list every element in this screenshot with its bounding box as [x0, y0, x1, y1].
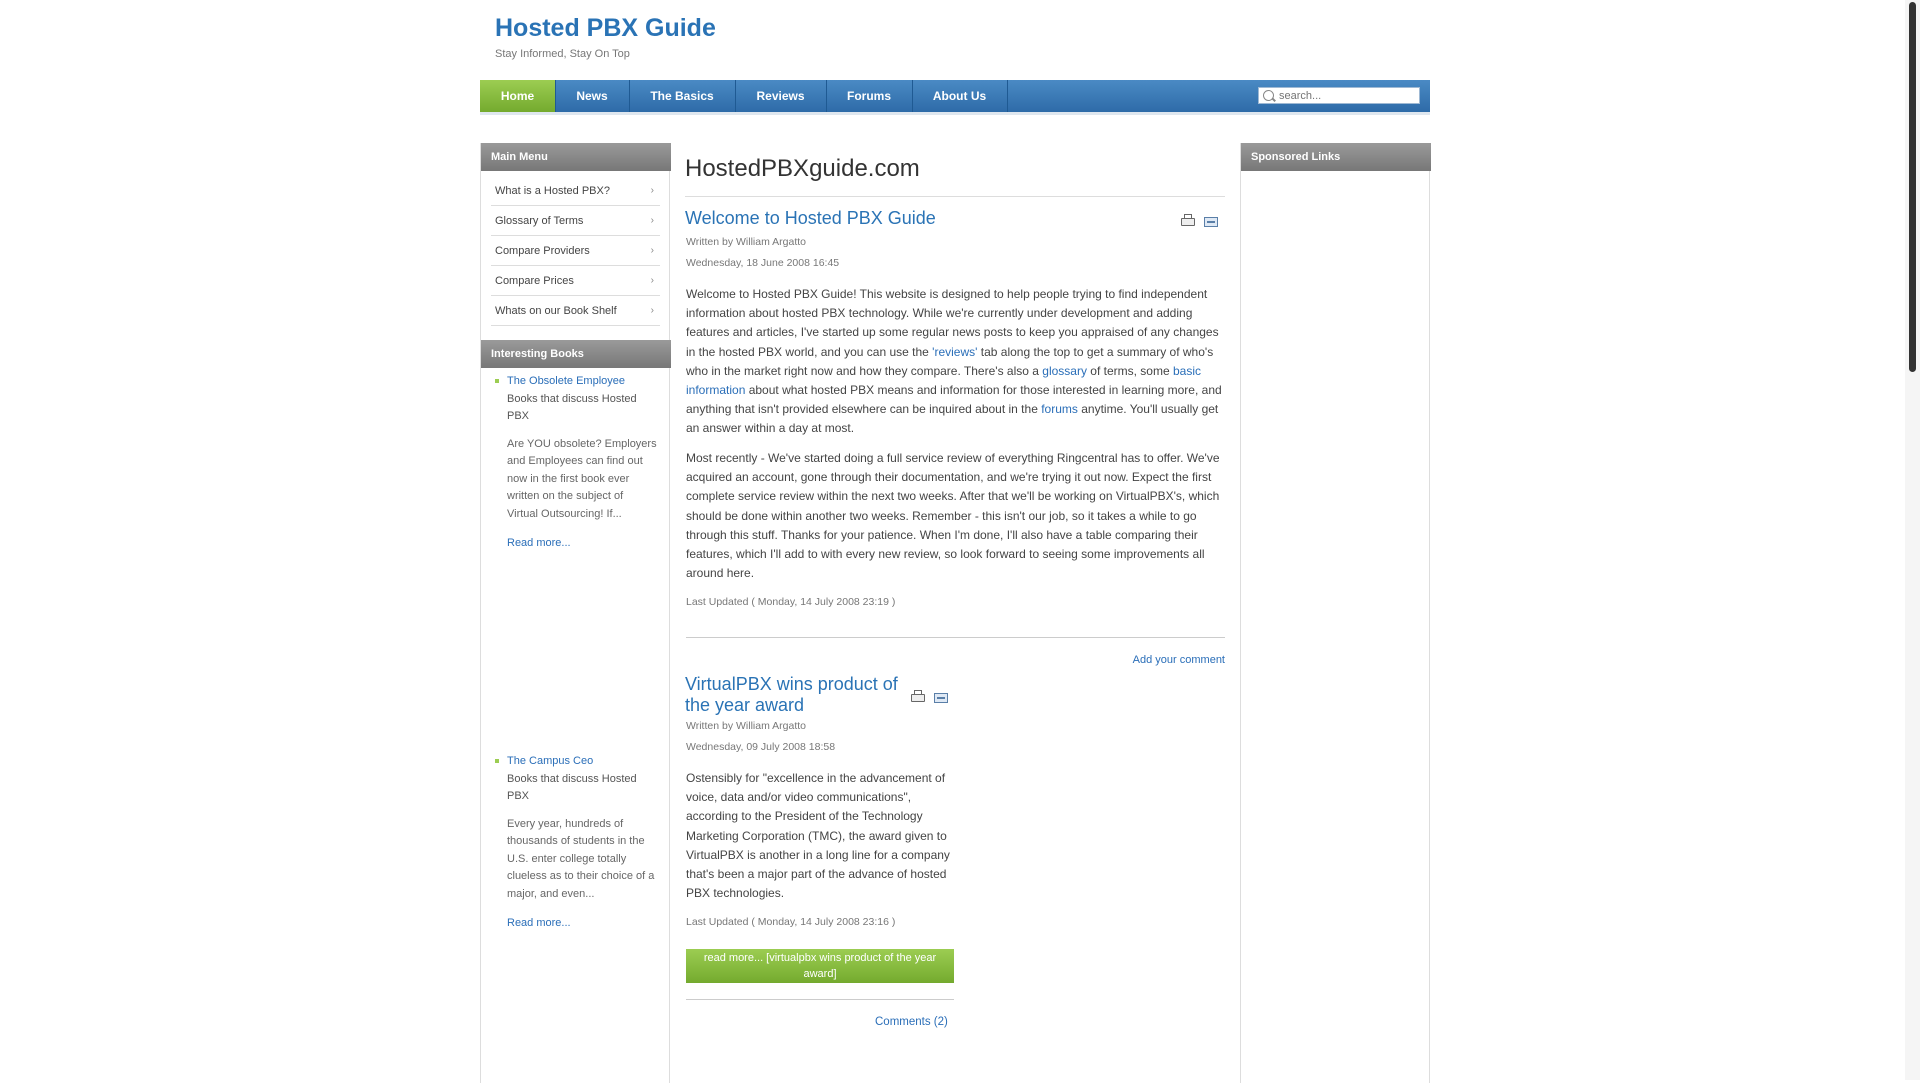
book-subtitle: Books that discuss Hosted PBX	[507, 772, 637, 802]
text-span: about what hosted PBX means and information for those interested in learning more, and anything that isn't provided elsewhere can be inquired about in the	[686, 383, 1222, 417]
basic-information-link[interactable]: basic information	[686, 363, 1201, 398]
menu-item-what-is-hosted-pbx[interactable]	[491, 176, 660, 206]
menu-item-compare-prices[interactable]	[491, 266, 660, 296]
nav-news[interactable]: News	[555, 80, 630, 112]
search-box	[1258, 87, 1420, 104]
article-title-link[interactable]: Welcome to Hosted PBX Guide	[685, 208, 936, 228]
book-read-more-link[interactable]: Read more...	[507, 917, 571, 929]
book-title-link[interactable]: The Campus Ceo	[507, 755, 594, 767]
comments-link[interactable]: Comments (2)	[875, 1016, 948, 1028]
bullet-icon	[495, 759, 499, 763]
divider	[686, 637, 1225, 638]
chevron-right-icon: ›	[650, 245, 654, 256]
forums-link[interactable]: forums	[1041, 402, 1078, 417]
chevron-right-icon: ›	[650, 185, 654, 196]
text-span: anytime. You'll usually get an answer within a day at most.	[686, 402, 1219, 436]
book-item	[507, 373, 657, 553]
sponsored-links-heading: Sponsored Links	[1241, 143, 1431, 171]
book-description: Are YOU obsolete? Employers and Employees can find out now in the first book ever written on the subject of Virtual Outsourcing! If...	[507, 437, 657, 520]
article-date: Wednesday, 18 June 2008 16:45	[686, 257, 840, 269]
text-span: Welcome to Hosted PBX Guide! This website is designed to help people trying to find independent information about hosted PBX technology. While we're currently under development and adding features and articles, I've started up some regular news posts to keep you appraised of any changes in the hosted PBX world, and you can use the	[686, 287, 1219, 359]
email-icon[interactable]	[934, 693, 948, 703]
menu-item-label: What is a Hosted PBX?	[495, 185, 610, 197]
menu-item-label: Glossary of Terms	[495, 215, 584, 227]
nav-reviews[interactable]: Reviews	[735, 80, 827, 112]
article-date: Wednesday, 09 July 2008 18:58	[686, 741, 836, 753]
right-column	[1240, 143, 1430, 1083]
main-navigation	[480, 80, 1430, 115]
email-icon[interactable]	[1204, 217, 1218, 227]
search-icon	[1263, 90, 1274, 101]
site-title[interactable]: Hosted PBX Guide	[495, 14, 716, 42]
menu-item-label: Compare Prices	[495, 275, 574, 287]
book-title-link[interactable]: The Obsolete Employee	[507, 375, 626, 387]
menu-item-label: Whats on our Book Shelf	[495, 305, 617, 317]
main-menu-heading: Main Menu	[481, 143, 671, 171]
book-read-more-link[interactable]: Read more...	[507, 537, 571, 549]
article-paragraph: Ostensibly for "excellence in the advancement of voice, data and/or video communications", according to the President of the Technology Marketing Corporation (TMC), the award given to VirtualPBX is another in a long line for a company that's been a major part of the advance of hosted PBX technologies.	[686, 771, 950, 901]
nav-about-us[interactable]: About Us	[912, 80, 1008, 112]
menu-item-compare-providers[interactable]	[491, 236, 660, 266]
divider	[685, 196, 1225, 197]
chevron-right-icon: ›	[650, 305, 654, 316]
menu-item-label: Compare Providers	[495, 245, 590, 257]
site-slogan: Stay Informed, Stay On Top	[495, 48, 630, 60]
printer-icon[interactable]	[1181, 218, 1195, 226]
interesting-books-heading: Interesting Books	[481, 340, 671, 368]
add-comment-link[interactable]: Add your comment	[1132, 654, 1225, 666]
article-author: Written by William Argatto	[686, 236, 807, 248]
bullet-icon	[495, 379, 499, 383]
reviews-link[interactable]: 'reviews'	[932, 344, 978, 359]
nav-forums[interactable]: Forums	[826, 80, 913, 112]
text-span: of terms, some	[1086, 363, 1173, 378]
menu-item-book-shelf[interactable]	[491, 296, 660, 326]
glossary-link[interactable]: glossary	[1042, 363, 1087, 378]
nav-home[interactable]: Home	[480, 80, 556, 112]
last-updated: Last Updated ( Monday, 14 July 2008 23:16 )	[686, 916, 896, 928]
article-paragraph	[686, 285, 1224, 439]
left-column	[480, 143, 670, 1083]
chevron-right-icon: ›	[650, 275, 654, 286]
article-author: Written by William Argatto	[686, 720, 807, 732]
book-description: Every year, hundreds of thousands of students in the U.S. enter college totally clueless as to their choice of a major, and even...	[507, 817, 655, 900]
read-more-button[interactable]: read more... [virtualpbx wins product of the year award]	[686, 949, 954, 983]
book-item	[507, 753, 657, 933]
scrollbar[interactable]	[1905, 0, 1920, 1080]
nav-the-basics[interactable]: The Basics	[629, 80, 736, 112]
book-subtitle: Books that discuss Hosted PBX	[507, 392, 637, 422]
printer-icon[interactable]	[911, 694, 925, 702]
page-heading: HostedPBXguide.com	[685, 155, 920, 182]
page-wrapper	[480, 0, 1430, 1080]
search-input[interactable]	[1279, 88, 1414, 103]
menu-item-glossary[interactable]	[491, 206, 660, 236]
article-title-link[interactable]: VirtualPBX wins product of the year award	[685, 674, 898, 715]
scrollbar-thumb[interactable]	[1909, 2, 1916, 372]
divider	[686, 999, 954, 1000]
article-paragraph: Most recently - We've started doing a full service review of everything Ringcentral has to offer. We've acquired an account, gone through their documentation, and we're trying it out now. Expect the first complete service review within the next two weeks. After that we'll be working on VirtualPBX's, which should be done within another two weeks. Remember - this isn't our job, so it takes a while to go through this stuff. Thanks for your patience. When I'm done, I'll also have a table comparing their features, which I'll add to with every new review, so look forward to seeing some improvements all around here.	[686, 451, 1220, 581]
last-updated: Last Updated ( Monday, 14 July 2008 23:19 )	[686, 596, 896, 608]
text-span: tab along the top to get a summary of who's who in the market right now and how they compare. There's also a	[686, 344, 1214, 378]
chevron-right-icon: ›	[650, 215, 654, 226]
